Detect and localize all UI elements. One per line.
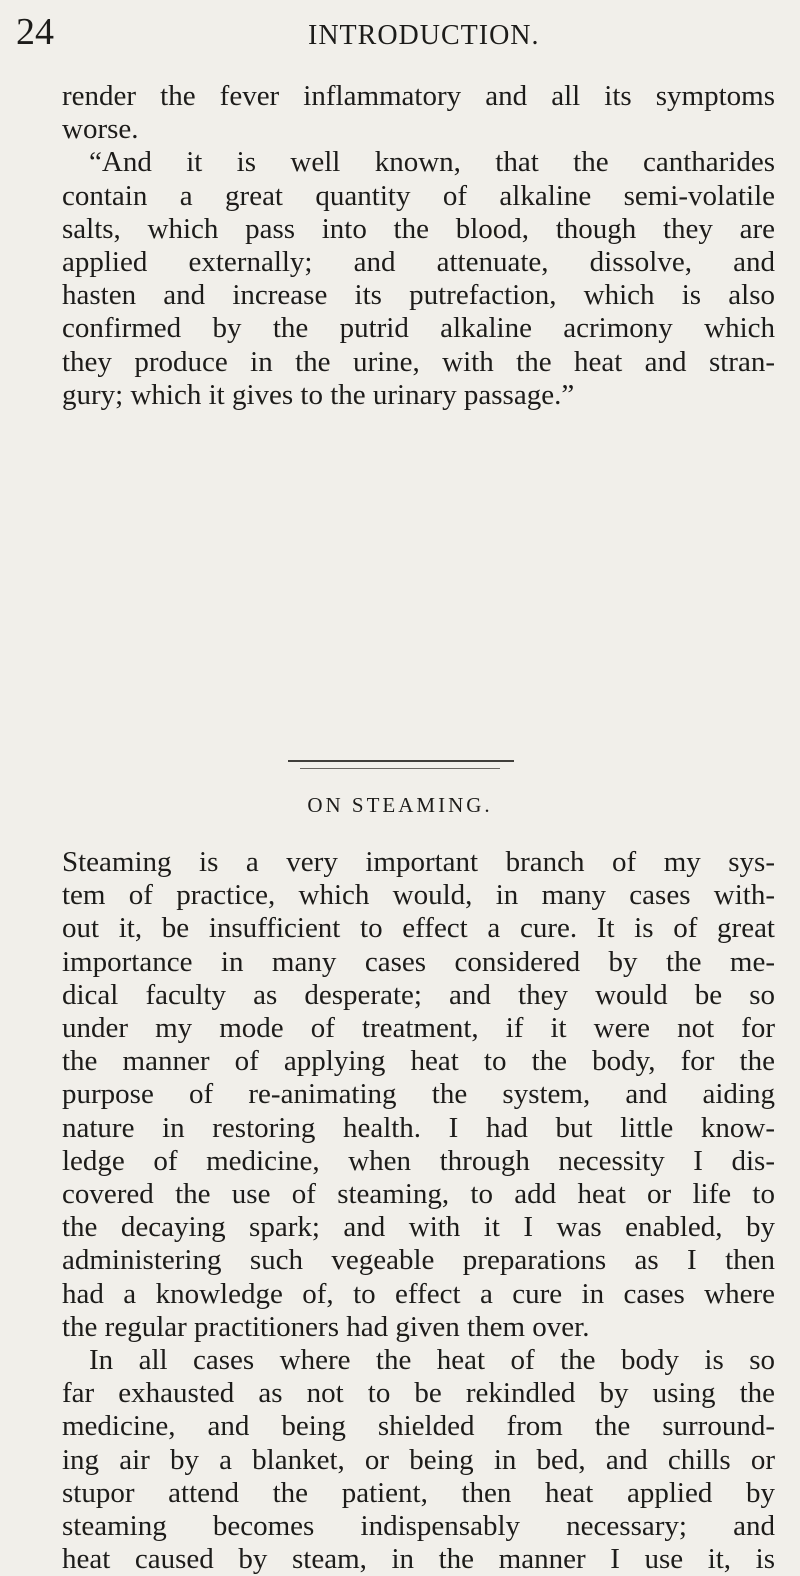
text-line: salts, which pass into the blood, though they are (62, 212, 775, 245)
text-line: the decaying spark; and with it I was enabled, by (62, 1211, 775, 1244)
section-heading: ON STEAMING. (307, 793, 493, 817)
text-line: gury; which it gives to the urinary passage.” (62, 378, 575, 411)
text-line: far exhausted as not to be rekindled by using the (62, 1377, 775, 1410)
text-line: had a knowledge of, to effect a cure in cases where (62, 1277, 775, 1310)
text-line: ing air by a blanket, or being in bed, and chills or (62, 1443, 775, 1476)
text-line: contain a great quantity of alkaline semi-volatile (62, 179, 775, 212)
text-line: tem of practice, which would, in many cases with- (62, 879, 775, 912)
text-line: stupor attend the patient, then heat applied by (62, 1476, 775, 1509)
text-line: worse. (62, 113, 139, 146)
top-paragraph (62, 80, 775, 412)
page-header (0, 12, 800, 52)
text-line: administering such vegeable preparations as I then (62, 1244, 775, 1277)
text-line: they produce in the urine, with the heat and stran- (62, 345, 775, 378)
running-head: INTRODUCTION. (308, 20, 540, 51)
text-line: out it, be insufficient to effect a cure. It is of great (62, 912, 775, 945)
section-divider (288, 760, 514, 762)
text-line: the manner of applying heat to the body, for the (62, 1045, 775, 1078)
text-line: ledge of medicine, when through necessity I dis- (62, 1144, 775, 1177)
section-divider-thin (300, 768, 500, 769)
text-line: In all cases where the heat of the body is so (89, 1344, 775, 1377)
text-line: “And it is well known, that the cantharides (89, 146, 775, 179)
text-line: Steaming is a very important branch of my sys- (62, 846, 775, 878)
page-number: 24 (16, 11, 54, 53)
text-line: dical faculty as desperate; and they would be so (62, 978, 775, 1011)
text-line: under my mode of treatment, if it were not for (62, 1012, 775, 1045)
text-line: render the fever inflammatory and all its symptoms (62, 80, 775, 112)
text-line: nature in restoring health. I had but little know- (62, 1111, 775, 1144)
steaming-paragraph-1 (62, 846, 775, 1576)
text-line: applied externally; and attenuate, dissolve, and (62, 246, 775, 279)
text-line: hasten and increase its putrefaction, which is also (62, 279, 775, 312)
text-line: steaming becomes indispensably necessary; and (62, 1510, 775, 1543)
text-line: covered the use of steaming, to add heat or life to (62, 1178, 775, 1211)
text-line: medicine, and being shielded from the surround- (62, 1410, 775, 1443)
text-line: importance in many cases considered by the me- (62, 945, 775, 978)
text-line: purpose of re-animating the system, and aiding (62, 1078, 775, 1111)
text-line: heat caused by steam, in the manner I use it, is (62, 1543, 775, 1576)
text-line: confirmed by the putrid alkaline acrimony which (62, 312, 775, 345)
text-line: the regular practitioners had given them over. (62, 1310, 590, 1343)
